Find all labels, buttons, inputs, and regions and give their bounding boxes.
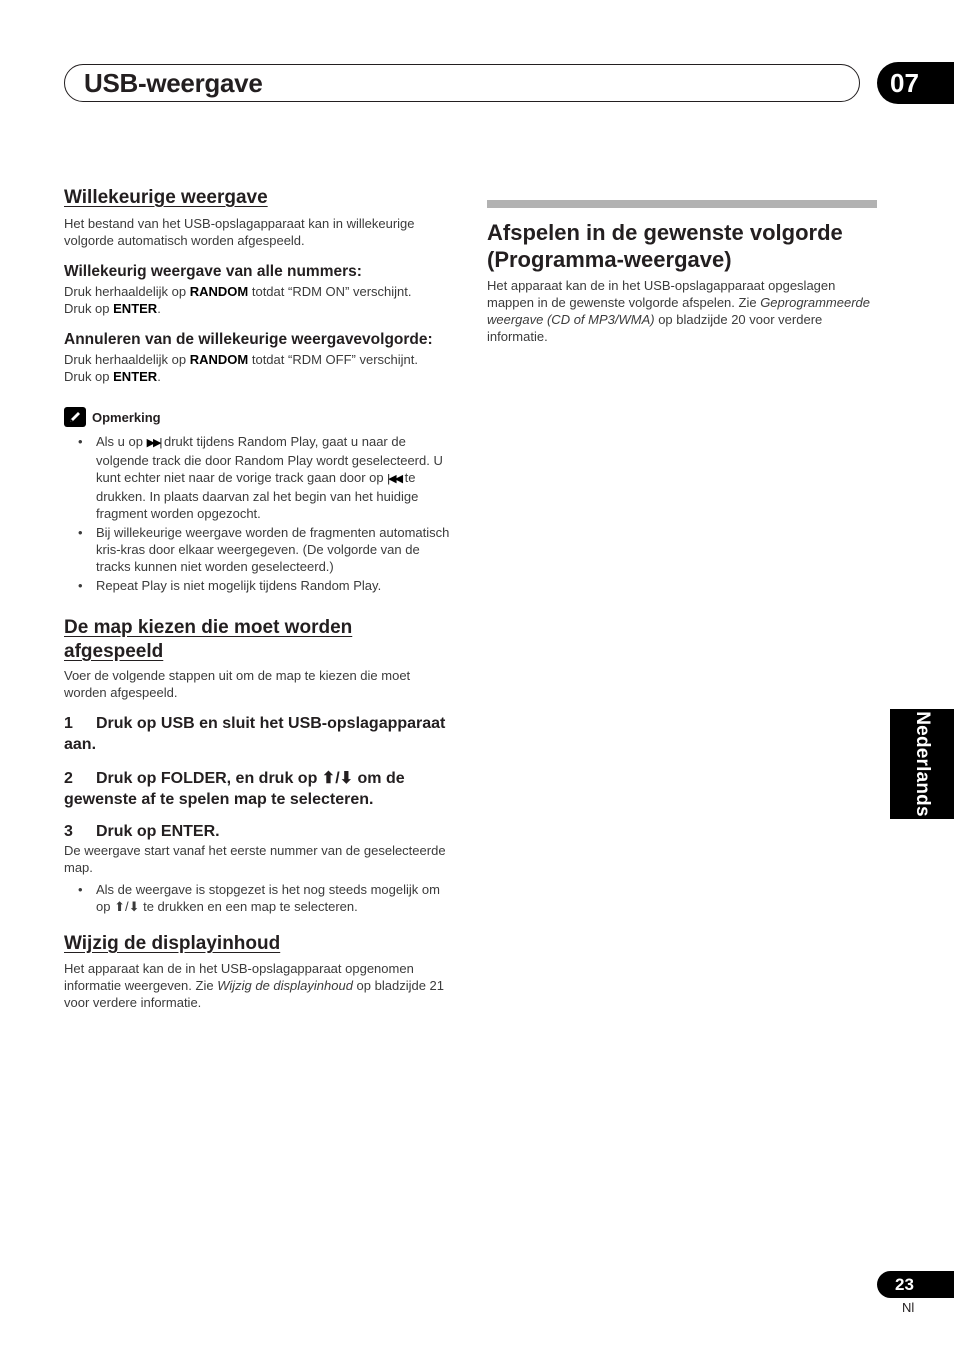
folder-note-list <box>64 881 454 915</box>
list-item: • Als de weergave is stopgezet is het nog steeds mogelijk om op ⬆/⬇ te drukken en een map te selecteren. <box>78 882 440 914</box>
display-text: Het apparaat kan de in het USB-opslagapparaat opgenomen informatie weergeven. Zie Wijzig de displayinhoud op bladzijde 21 voor verdere informatie. <box>64 961 445 1010</box>
note-header <box>64 407 454 427</box>
step-3: 3 Druk op ENTER. <box>64 823 220 840</box>
section-heading-display: Wijzig de displayinhoud <box>64 933 281 954</box>
random-all-text: Druk herhaaldelijk op RANDOM totdat “RDM ON” verschijnt. Druk op ENTER. <box>64 284 412 316</box>
up-down-arrows-icon: ⬆/⬇ <box>114 899 140 914</box>
list-item: • Als u op ▶▶| drukt tijdens Random Play, gaat u naar de volgende track die door Random Play wordt geselecteerd. U kunt echter niet naar de vorige track gaan door op |◀◀ te drukken. In plaats daarvan zal het begin van het huidige fragment worden opgezocht. <box>78 434 443 521</box>
note-label: Opmerking <box>92 409 161 425</box>
language-tab <box>890 709 954 819</box>
cross-reference: Geprogrammeerde weergave (CD of MP3/WMA) <box>487 295 871 327</box>
list-item: • Bij willekeurige weergave worden de fragmenten automatisch kris-kras door elkaar weergegeven. (De volgorde van de tracks kunnen niet worden geselecteerd.) <box>78 525 450 574</box>
step-3-text: De weergave start vanaf het eerste nummer van de geselecteerde map. <box>64 843 446 875</box>
note-list <box>64 433 454 594</box>
left-column <box>64 186 454 1011</box>
right-column <box>487 200 877 345</box>
pencil-note-icon <box>64 407 86 427</box>
subheading-random-all: Willekeurig weergave van alle nummers: <box>64 263 362 280</box>
previous-track-icon: |◀◀ <box>387 473 402 485</box>
page-number: 23 <box>877 1271 954 1298</box>
program-text: Het apparaat kan de in het USB-opslagapparaat opgeslagen mappen in de gewenste volgorde afspelen. Zie Geprogrammeerde weergave (CD of MP3/WMA) op bladzijde 20 voor verdere informatie. <box>487 278 871 344</box>
random-cancel-text: Druk herhaaldelijk op RANDOM totdat “RDM OFF” verschijnt. Druk op ENTER. <box>64 352 418 384</box>
language-code: Nl <box>902 1300 915 1315</box>
random-intro: Het bestand van het USB-opslagapparaat kan in willekeurige volgorde automatisch worden afgespeeld. <box>64 216 415 248</box>
page-title: USB-weergave <box>84 68 263 98</box>
up-down-arrows-icon: ⬆/⬇ <box>321 770 354 787</box>
step-2: 2 Druk op FOLDER, en druk op ⬆/⬇ om de gewenste af te spelen map te selecteren. <box>64 770 405 808</box>
section-heading-folder: De map kiezen die moet worden afgespeeld <box>64 617 353 662</box>
section-heading-random: Willekeurige weergave <box>64 187 268 208</box>
list-item: • Repeat Play is niet mogelijk tijdens Random Play. <box>78 578 382 593</box>
folder-intro: Voer de volgende stappen uit om de map te kiezen die moet worden afgespeeld. <box>64 668 411 700</box>
subheading-random-cancel: Annuleren van de willekeurige weergavevolgorde: <box>64 331 433 348</box>
cross-reference: Wijzig de displayinhoud <box>217 978 353 993</box>
chapter-badge: 07 <box>877 62 954 104</box>
section-divider <box>487 200 877 208</box>
next-track-icon: ▶▶| <box>146 437 161 449</box>
section-heading-program: Afspelen in de gewenste volgorde (Programma-weergave) <box>487 220 843 272</box>
language-tab-label: Nederlands <box>912 711 933 817</box>
step-1: 1 Druk op USB en sluit het USB-opslagapparaat aan. <box>64 715 446 753</box>
